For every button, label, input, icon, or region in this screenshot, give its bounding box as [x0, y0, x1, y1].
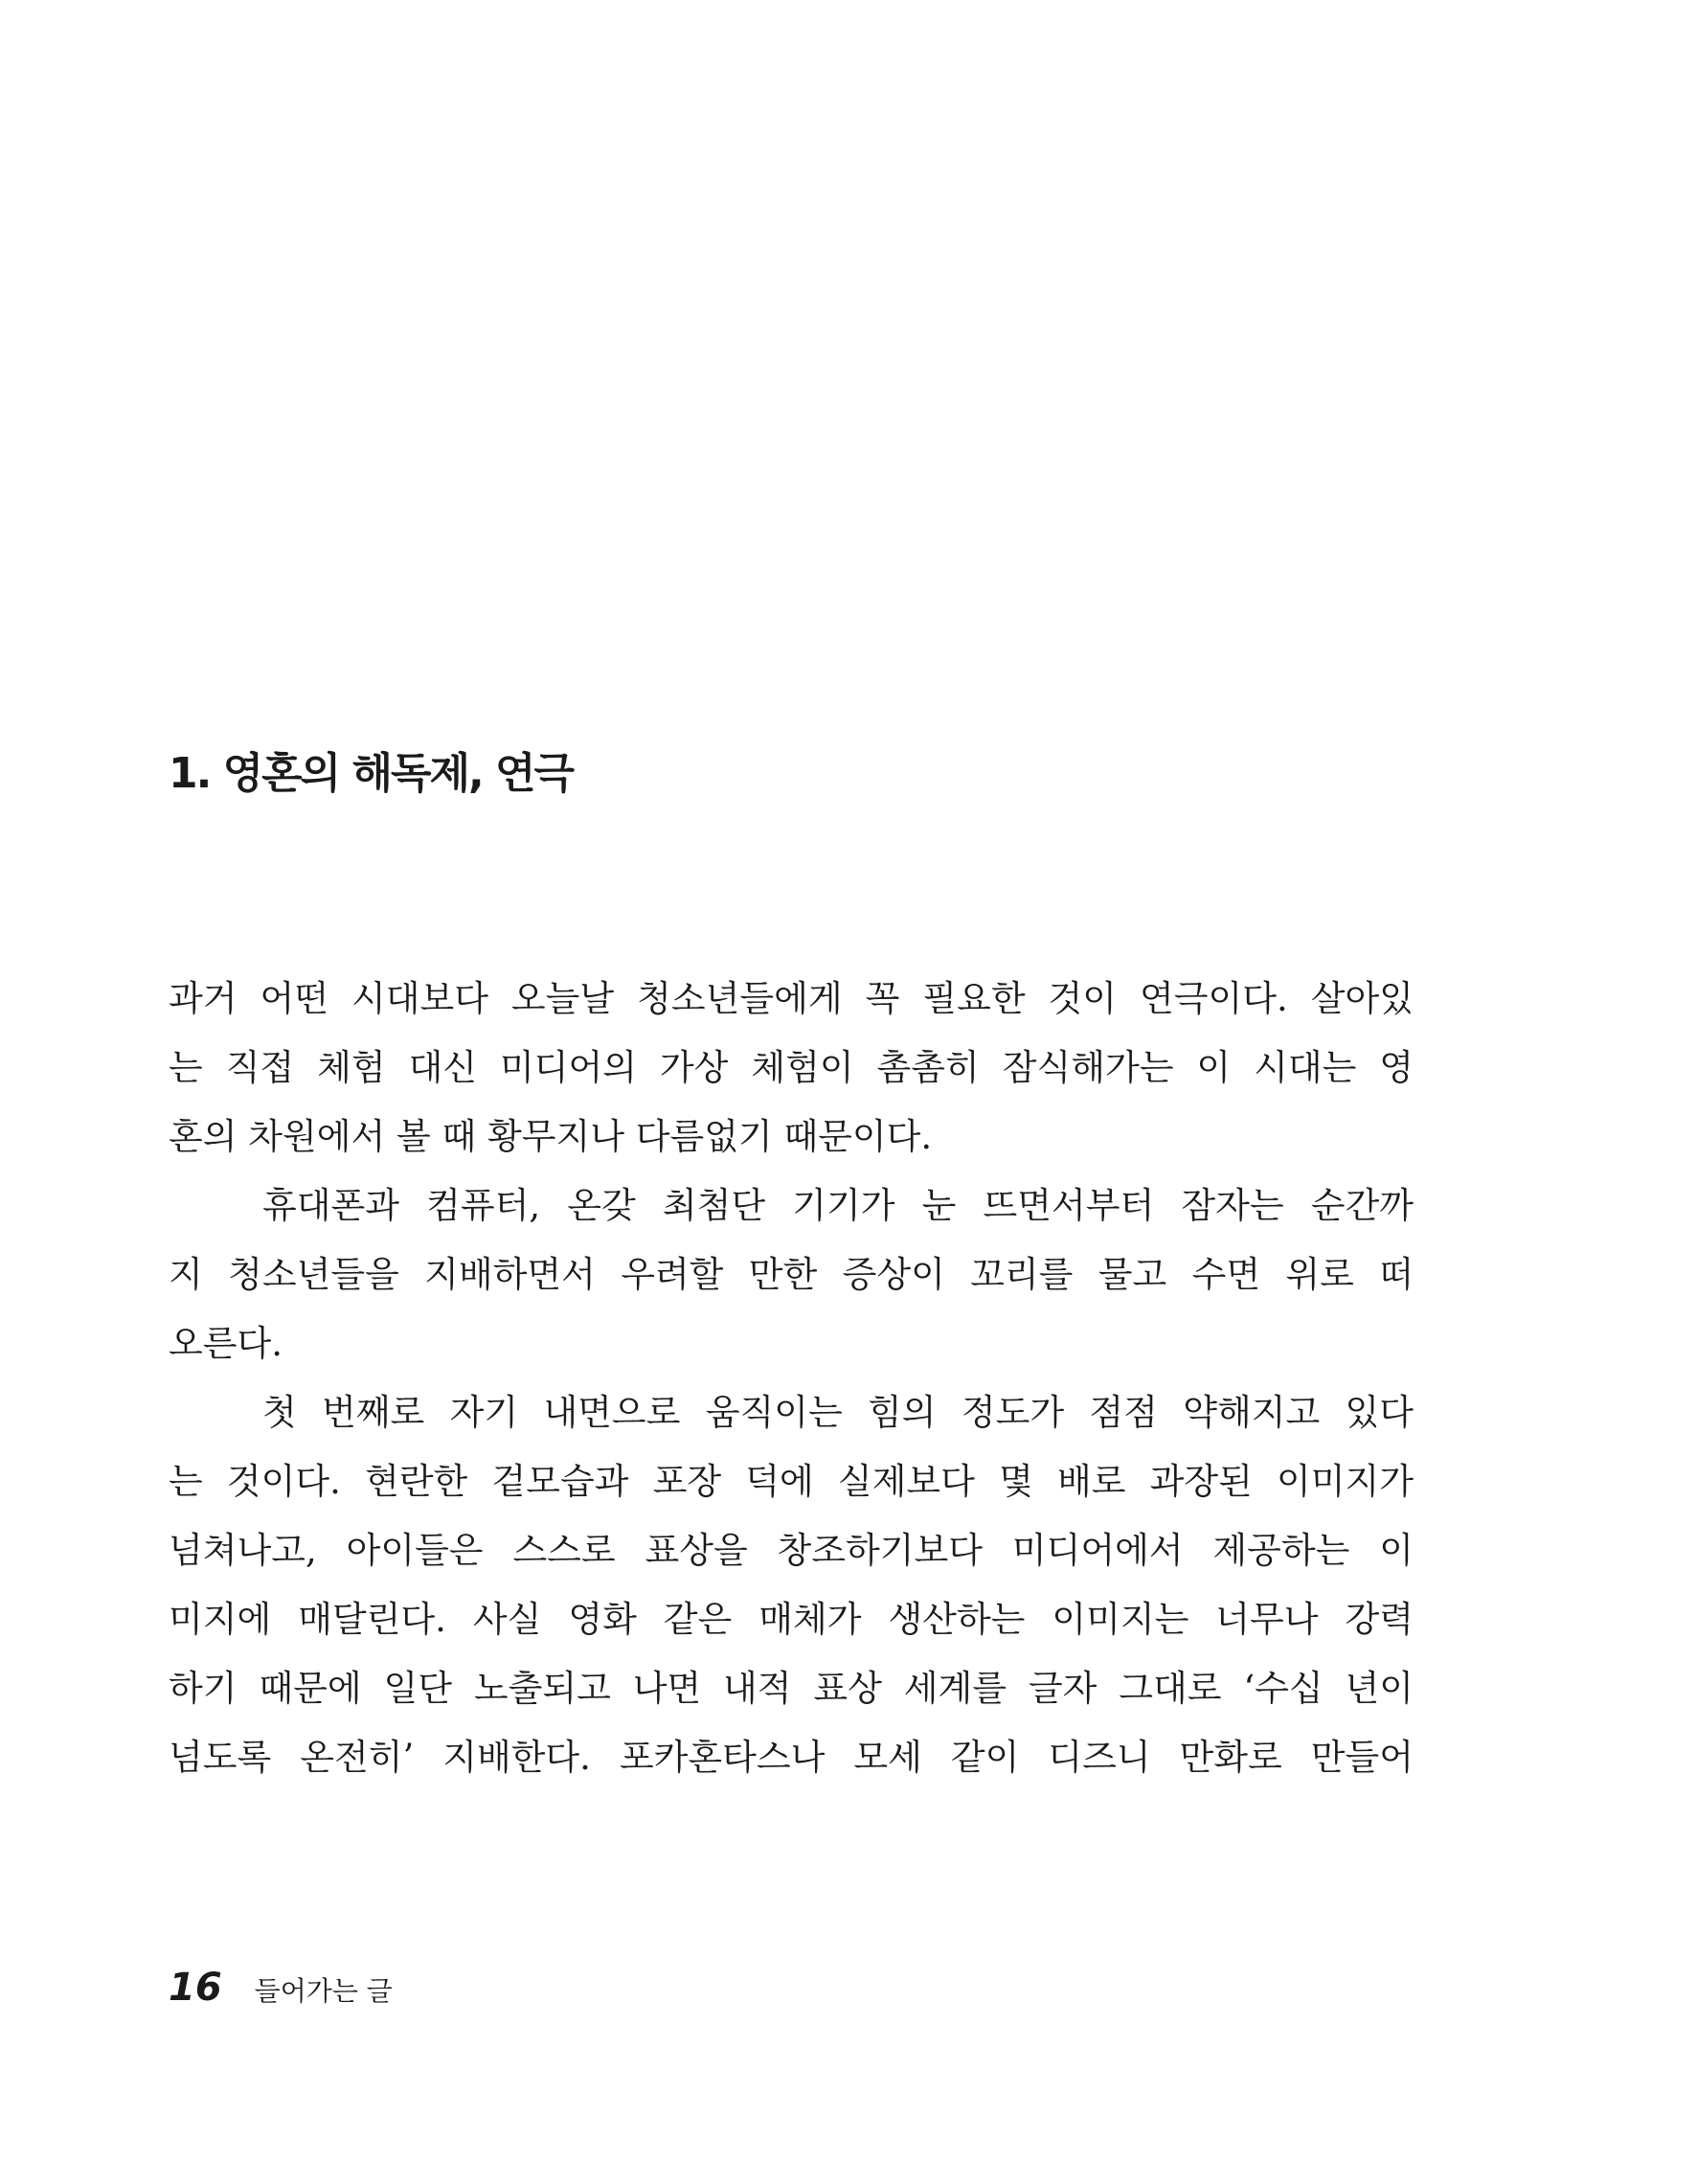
- text-line: 오른다.: [169, 1323, 283, 1364]
- text-line: 지 청소년들을 지배하면서 우려할 만한 증상이 꼬리를 물고 수면 위로 떠: [169, 1254, 1414, 1295]
- text-line: 미지에 매달린다. 사실 영화 같은 매체가 생산하는 이미지는 너무나 강력: [169, 1599, 1414, 1640]
- text-line: 하기 때문에 일단 노출되고 나면 내적 표상 세계를 글자 그대로 ‘수십 년이: [169, 1668, 1414, 1709]
- text-line: 첫 번째로 자기 내면으로 움직이는 힘의 정도가 점점 약해지고 있다: [262, 1392, 1414, 1433]
- paragraph-3: [169, 1378, 1414, 1792]
- page-footer: [169, 1966, 393, 2013]
- paragraph-2: [169, 1172, 1414, 1378]
- text-line: 는 직접 체험 대신 미디어의 가상 체험이 촘촘히 잠식해가는 이 시대는 영: [169, 1047, 1414, 1088]
- running-title: 들어가는 글: [254, 1975, 393, 2007]
- paragraph-1: [169, 965, 1414, 1172]
- text-line: 넘쳐나고, 아이들은 스스로 표상을 창조하기보다 미디어에서 제공하는 이: [169, 1530, 1414, 1571]
- text-line: 는 것이다. 현란한 겉모습과 포장 덕에 실제보다 몇 배로 과장된 이미지가: [169, 1461, 1414, 1502]
- section-heading: 1. 영혼의 해독제, 연극: [169, 749, 574, 798]
- text-line: 과거 어떤 시대보다 오늘날 청소년들에게 꼭 필요한 것이 연극이다. 살아있: [169, 978, 1414, 1019]
- text-line: 넘도록 온전히’ 지배한다. 포카혼타스나 모세 같이 디즈니 만화로 만들어: [169, 1737, 1414, 1778]
- body-text: [169, 965, 1414, 1792]
- text-line: 혼의 차원에서 볼 때 황무지나 다름없기 때문이다.: [169, 1116, 933, 1157]
- text-line: 휴대폰과 컴퓨터, 온갖 최첨단 기기가 눈 뜨면서부터 잠자는 순간까: [262, 1185, 1414, 1226]
- page-number: 16: [169, 1966, 222, 2010]
